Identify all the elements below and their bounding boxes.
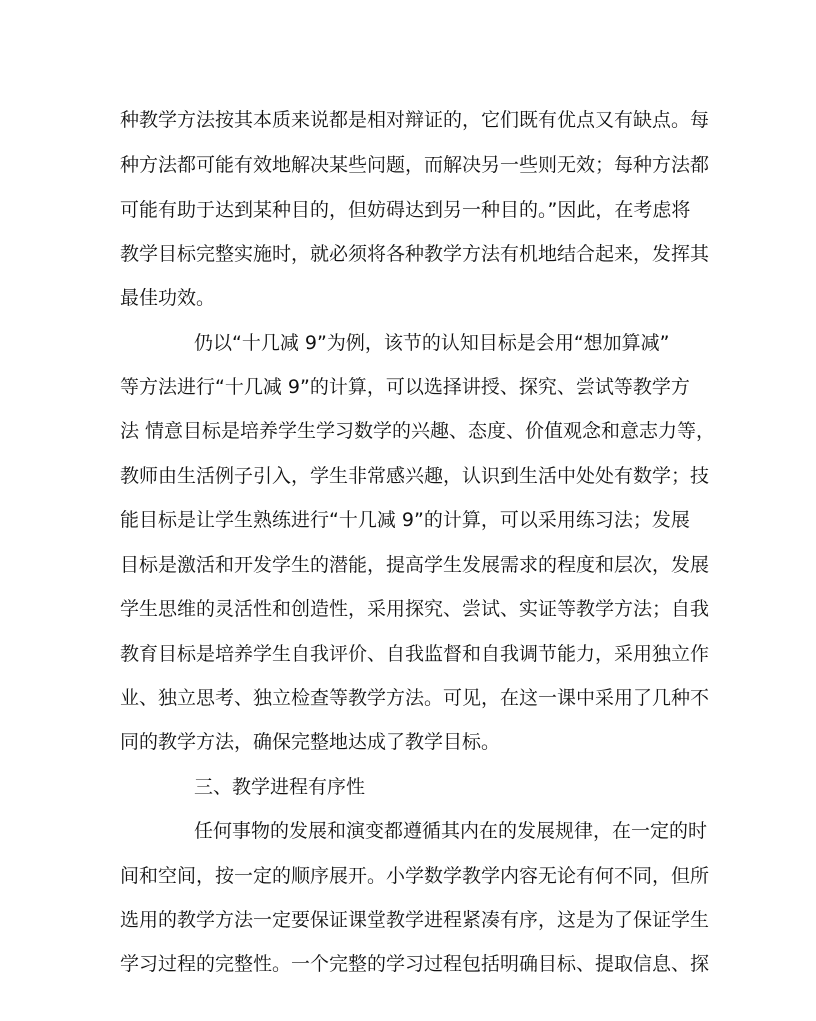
text-line: 能目标是让学生熟练进行“十几减 9”的计算，可以采用练习法；发展: [120, 509, 690, 531]
text-line: 种方法都可能有效地解决某些问题，而解决另一些则无效；每种方法都: [120, 154, 710, 176]
paragraph-first-line: 任何事物的发展和演变都遵循其内在的发展规律，在一定的时: [194, 820, 708, 842]
text-line: 教学目标完整实施时，就必须将各种教学方法有机地结合起来，发挥其: [120, 243, 710, 265]
text-line: 教师由生活例子引入，学生非常感兴趣，认识到生活中处处有数学；技: [120, 465, 710, 487]
section-heading: 三、教学进程有序性: [194, 776, 366, 798]
text-line: 教育目标是培养学生自我评价、自我监督和自我调节能力，采用独立作: [120, 643, 710, 665]
text-line: 学生思维的灵活性和创造性，采用探究、尝试、实证等教学方法；自我: [120, 598, 710, 620]
text-line: 可能有助于达到某种目的，但妨碍达到另一种目的。”因此，在考虑将: [120, 199, 691, 221]
text-line: 最佳功效。: [120, 287, 216, 309]
paragraph-first-line: 仍以“十几减 9”为例，该节的认知目标是会用“想加算减”: [194, 332, 670, 354]
text-line: 学习过程的完整性。一个完整的学习过程包括明确目标、提取信息、探: [120, 953, 710, 975]
text-line: 间和空间，按一定的顺序展开。小学数学教学内容无论有何不同，但所: [120, 865, 710, 887]
text-line: 业、独立思考、独立检查等教学方法。可见，在这一课中采用了几种不: [120, 687, 710, 709]
text-line: 目标是激活和开发学生的潜能，提高学生发展需求的程度和层次，发展: [120, 554, 710, 576]
text-line: 法 情意目标是培养学生学习数学的兴趣、态度、价值观念和意志力等，: [120, 420, 716, 442]
text-line: 等方法进行“十几减 9”的计算，可以选择讲授、探究、尝试等教学方: [120, 376, 690, 398]
text-line: 同的教学方法，确保完整地达成了教学目标。: [120, 731, 501, 753]
text-line: 种教学方法按其本质来说都是相对辩证的，它们既有优点又有缺点。每: [120, 109, 710, 131]
text-line: 选用的教学方法一定要保证课堂教学进程紧凑有序，这是为了保证学生: [120, 909, 710, 931]
